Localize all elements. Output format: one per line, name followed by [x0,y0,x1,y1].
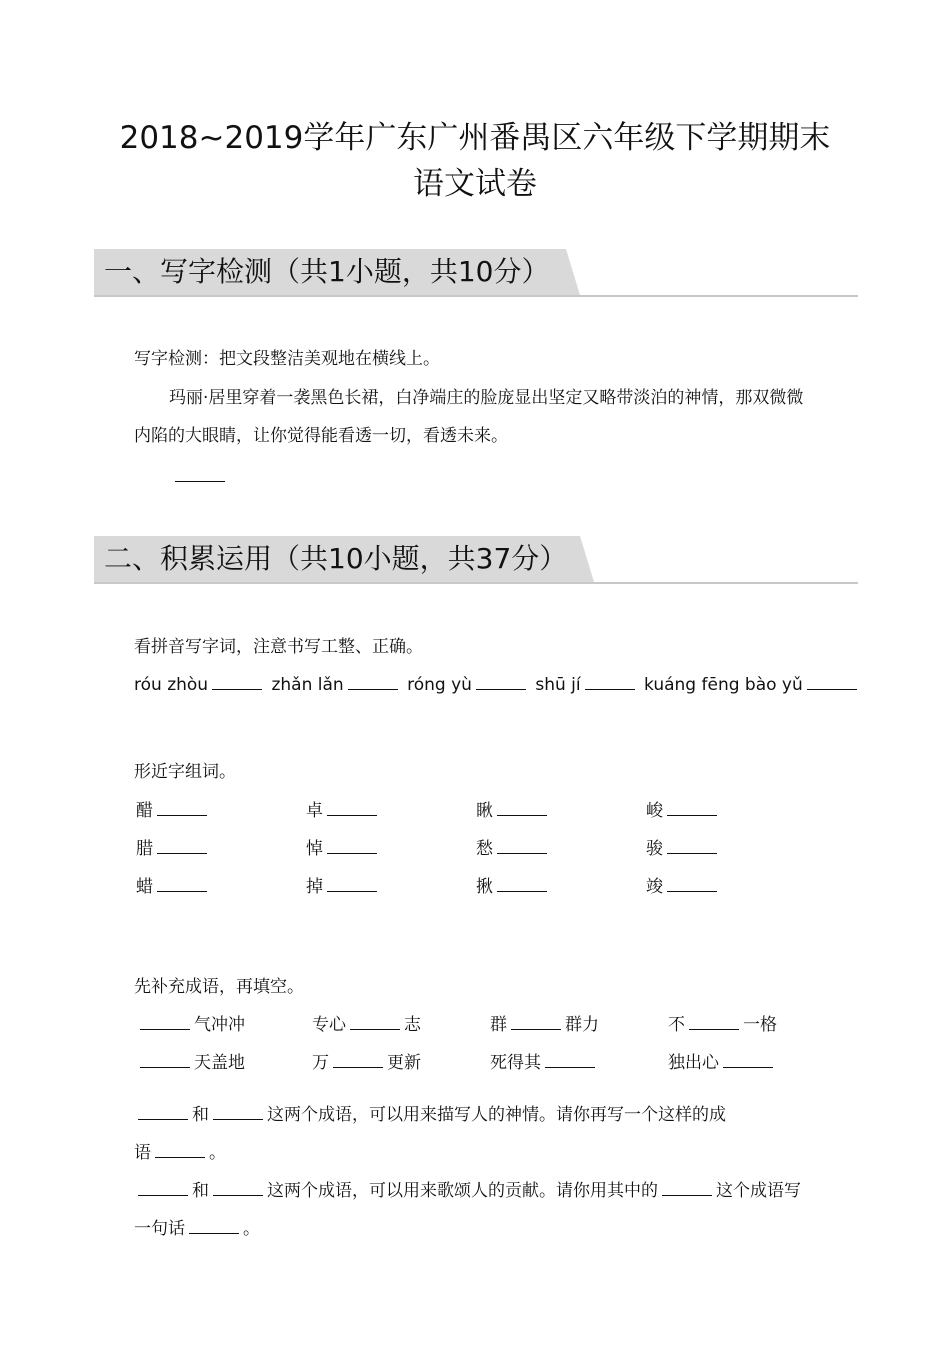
pinyin-1: róu zhòu [134,675,209,695]
char-cell [646,876,721,898]
fill-blank[interactable] [213,1105,263,1120]
char-blank[interactable] [667,839,717,854]
idiom-item [136,1052,245,1074]
char-cell [476,876,551,898]
fill-and: 和 [192,1181,209,1201]
fill-end: 。 [243,1219,260,1239]
char-blank[interactable] [497,839,547,854]
idiom-post: 志 [404,1015,421,1035]
char-cell [306,800,381,822]
idiom-blank[interactable] [723,1053,773,1068]
page-title [0,115,950,207]
pinyin-5: kuáng fēng bào yǔ [644,675,803,695]
pinyin-row [134,674,861,696]
section-2-heading: 二、积累运用（共10小题，共37分） [104,542,568,575]
char: 瞅 [476,801,493,821]
char: 醋 [136,801,153,821]
fill-question-2-cont [134,1218,260,1240]
fill-blank[interactable] [213,1181,263,1196]
section-2-header [94,536,858,584]
char-cell [646,800,721,822]
fill-blank[interactable] [138,1181,188,1196]
section-1-heading: 一、写字检测（共1小题，共10分） [104,255,550,288]
q2-instruction: 形近字组词。 [134,762,236,782]
pinyin-blank[interactable] [212,675,262,690]
char-cell [136,876,211,898]
idiom-item [490,1052,599,1074]
section-1-header [94,249,858,297]
idiom-blank[interactable] [140,1053,190,1068]
fill-text: 语 [134,1143,151,1163]
pinyin-blank[interactable] [807,675,857,690]
fill-blank[interactable] [189,1219,239,1234]
fill-text: 这两个成语，可以用来歌颂人的贡献。请你用其中的 [267,1181,658,1201]
idiom-blank[interactable] [140,1015,190,1030]
pinyin-blank[interactable] [476,675,526,690]
char-blank[interactable] [157,839,207,854]
writing-blank[interactable] [175,481,225,482]
pinyin-4: shū jí [535,675,581,695]
fill-text: 这个成语写 [716,1181,801,1201]
idiom-post: 更新 [387,1053,421,1073]
char: 峻 [646,801,663,821]
char-blank[interactable] [667,801,717,816]
idiom-post: 天盖地 [194,1053,245,1073]
char: 悼 [306,839,323,859]
idiom-blank[interactable] [545,1053,595,1068]
idiom-blank[interactable] [511,1015,561,1030]
char: 腊 [136,839,153,859]
passage-line-1: 玛丽·居里穿着一袭黑色长裙，白净端庄的脸庞显出坚定又略带淡泊的神情，那双微微 [169,388,804,408]
fill-question-1-cont [134,1142,226,1164]
char-blank[interactable] [327,877,377,892]
char-cell [476,800,551,822]
char-cell [646,838,721,860]
fill-text: 这两个成语，可以用来描写人的神情。请你再写一个这样的成 [267,1105,726,1125]
idiom-pre: 专心 [312,1015,346,1035]
pinyin-3: róng yù [407,675,472,695]
fill-blank[interactable] [155,1143,205,1158]
idiom-blank[interactable] [333,1053,383,1068]
idiom-item [668,1052,777,1074]
passage-line-2: 内陷的大眼睛，让你觉得能看透一切，看透未来。 [134,426,508,446]
idiom-item [490,1014,599,1036]
fill-question-1 [134,1104,726,1126]
char-blank[interactable] [157,801,207,816]
char-cell [136,838,211,860]
pinyin-blank[interactable] [348,675,398,690]
idiom-pre: 不 [668,1015,685,1035]
idiom-post: 一格 [743,1015,777,1035]
idiom-item [668,1014,777,1036]
fill-blank[interactable] [662,1181,712,1196]
idiom-post: 气冲冲 [194,1015,245,1035]
idiom-pre: 万 [312,1053,329,1073]
char: 卓 [306,801,323,821]
pinyin-blank[interactable] [585,675,635,690]
char-cell [476,838,551,860]
char: 揪 [476,877,493,897]
char-blank[interactable] [327,801,377,816]
section-1-instruction: 写字检测：把文段整洁美观地在横线上。 [134,349,440,369]
fill-end: 。 [209,1143,226,1163]
idiom-item [312,1052,421,1074]
title-line-1: 2018~2019学年广东广州番禺区六年级下学期期末 [119,120,831,156]
fill-text: 一句话 [134,1219,185,1239]
pinyin-2: zhǎn lǎn [271,675,344,695]
char-blank[interactable] [157,877,207,892]
char-blank[interactable] [497,877,547,892]
q3-instruction: 先补充成语，再填空。 [134,977,304,997]
idiom-blank[interactable] [350,1015,400,1030]
char-cell [136,800,211,822]
idiom-post: 群力 [565,1015,599,1035]
fill-question-2 [134,1180,801,1202]
char-blank[interactable] [497,801,547,816]
q1-instruction: 看拼音写字词，注意书写工整、正确。 [134,637,423,657]
idiom-pre: 独出心 [668,1053,719,1073]
char: 愁 [476,839,493,859]
fill-and: 和 [192,1105,209,1125]
title-line-2: 语文试卷 [413,166,537,202]
idiom-item [312,1014,421,1036]
char: 骏 [646,839,663,859]
char-cell [306,838,381,860]
char: 竣 [646,877,663,897]
idiom-pre: 群 [490,1015,507,1035]
idiom-item [136,1014,245,1036]
char: 蜡 [136,877,153,897]
idiom-blank[interactable] [689,1015,739,1030]
fill-blank[interactable] [138,1105,188,1120]
char-blank[interactable] [667,877,717,892]
char-cell [306,876,381,898]
idiom-pre: 死得其 [490,1053,541,1073]
char: 掉 [306,877,323,897]
char-blank[interactable] [327,839,377,854]
